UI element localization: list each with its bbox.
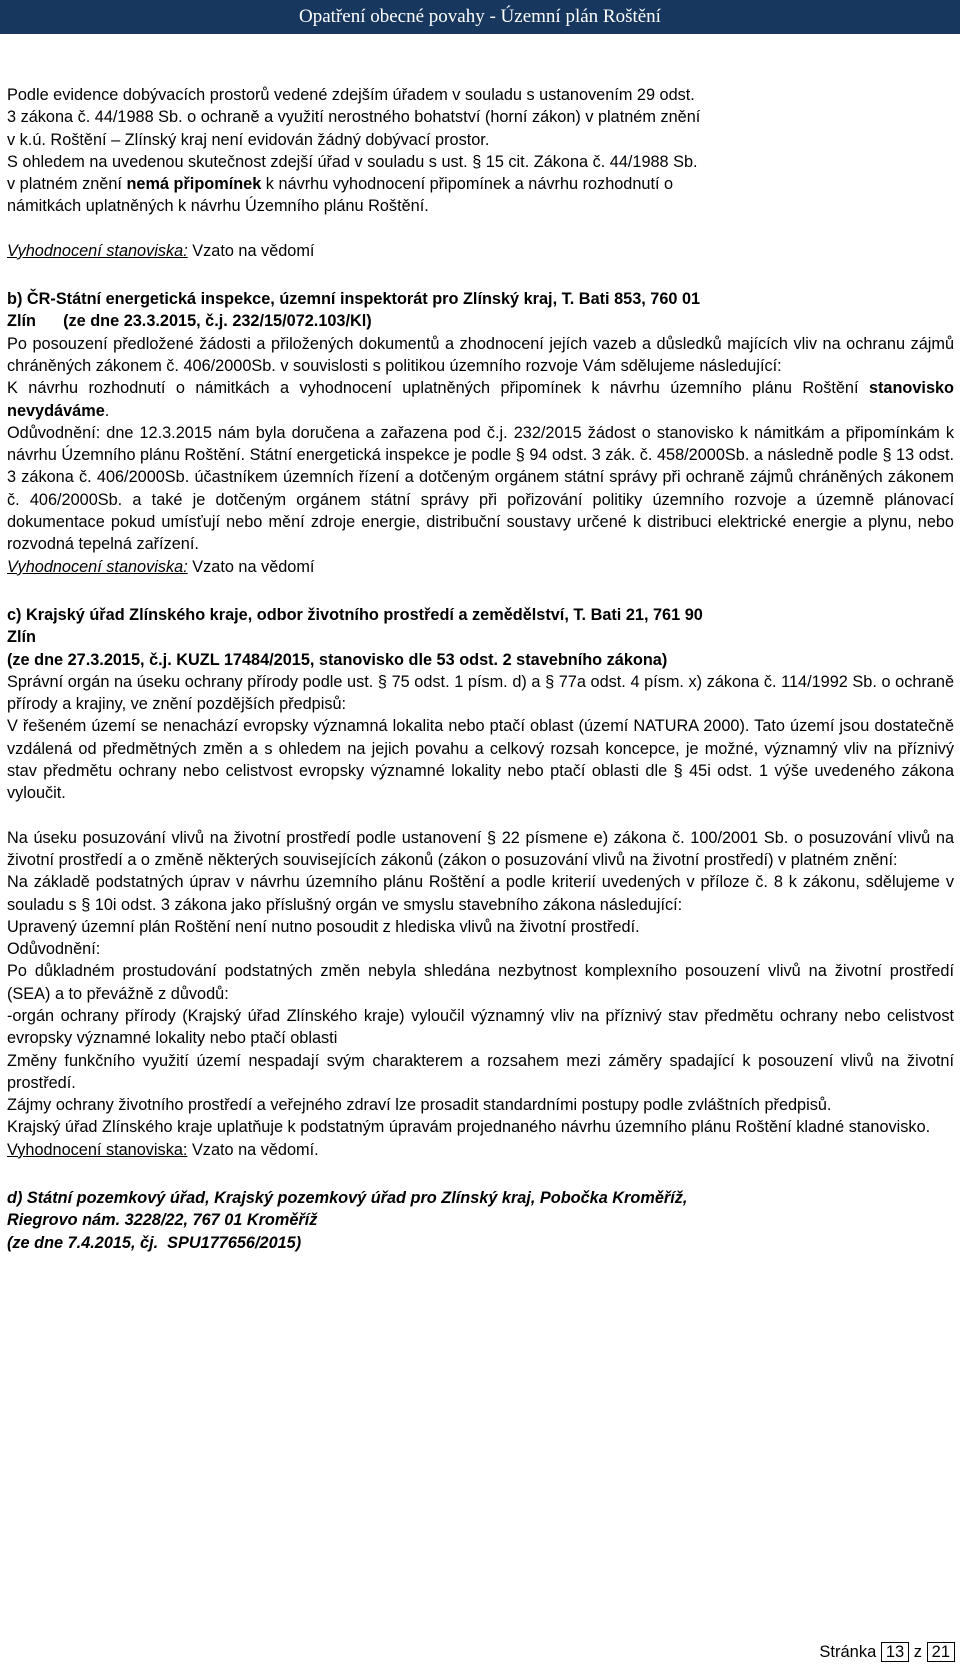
section-c-heading-1: c) Krajský úřad Zlínského kraje, odbor životního prostředí a zemědělství, T. Bati 21, 761 90 xyxy=(7,605,703,624)
section-b-paragraph-1: Po posouzení předložené žádosti a přiložených dokumentů a zhodnocení jejích vazeb a důsledků majících vliv na ochranu zájmů chráněných zákonem č. 406/2000Sb. v souvislosti s politikou územního rozvoje Vám sdělujeme následující: xyxy=(7,334,954,375)
page-total: 21 xyxy=(927,1642,955,1662)
evaluation-label: Vyhodnocení stanoviska: xyxy=(7,241,188,260)
section-b-heading-2: Zlín (ze dne 23.3.2015, č.j. 232/15/072.103/Kl) xyxy=(7,312,372,331)
evaluation-label: Vyhodnocení stanoviska: xyxy=(7,557,188,576)
section-d-heading-1: d) Státní pozemkový úřad, Krajský pozemkový úřad pro Zlínský kraj, Pobočka Kroměříž, xyxy=(7,1189,688,1208)
intro-line-3: v k.ú. Roštění – Zlínský kraj není evidován žádný dobývací prostor. xyxy=(7,130,490,149)
section-b-evaluation xyxy=(7,556,954,578)
section-c-paragraph-3: Na úseku posuzování vlivů na životní prostředí podle ustanovení § 22 písmene e) zákona č. 100/2001 Sb. o posuzování vlivů na životní prostředí a o změně některých souvisejících zákonů (zákon o posuzování vlivů na životní prostředí) v platném znění: xyxy=(7,828,954,869)
footer-label: Stránka xyxy=(819,1643,881,1661)
section-c-heading-2: Zlín xyxy=(7,628,36,647)
intro-line-5-a: v platném znění xyxy=(7,175,127,194)
section-b-paragraph-3: Odůvodnění: dne 12.3.2015 nám byla doručena a zařazena pod č.j. 232/2015 žádost o stanovisko k námitkám a připomínkám k návrhu Územního plánu Roštění. Státní energetická inspekce je podle § 94 odst. 3 zák. č. 458/2000Sb. a následně podle § 13 odst. 3 zákona č. 406/2000Sb. účastníkem územních řízení a dotčeným orgánem státní správy při ochraně zájmů chráněných zákonem č. 406/2000Sb. a také je dotčeným orgánem státní správy při pořizování politiky územního rozvoje a územně plánovací dokumentace pokud umísťují nebo mění zdroje energie, distribuční soustavy určené k distribuci elektrické energie a plynu, nebo rozvodná tepelná zařízení. xyxy=(7,423,954,554)
header-title: Opatření obecné povahy - Územní plán Roštění xyxy=(299,6,661,27)
intro-evaluation xyxy=(7,240,954,262)
intro-line-6: námitkách uplatněných k návrhu Územního plánu Roštění. xyxy=(7,197,429,216)
intro-line-5-c: k návrhu vyhodnocení připomínek a návrhu rozhodnutí o xyxy=(261,175,674,194)
page-number: 13 xyxy=(881,1642,909,1662)
section-c-heading-3: (ze dne 27.3.2015, č.j. KUZL 17484/2015, stanovisko dle 53 odst. 2 stavebního zákona) xyxy=(7,650,668,669)
section-c-paragraph-11: Krajský úřad Zlínského kraje uplatňuje k podstatným úpravám projednaného návrhu územního plánu Roštění kladné stanovisko. xyxy=(7,1118,931,1137)
intro-line-5 xyxy=(7,173,954,195)
section-c-paragraph-6: Odůvodnění: xyxy=(7,940,101,959)
intro-emphasis: nemá připomínek xyxy=(126,175,262,194)
section-b-emphasis: stanovisko nevydáváme xyxy=(7,379,954,420)
section-c-paragraph-9: Změny funkčního využití území nespadají svým charakterem a rozsahem mezi záměry spadající k posouzení vlivů na životní prostředí. xyxy=(7,1051,954,1092)
evaluation-value: Vzato na vědomí xyxy=(187,241,315,260)
section-c-paragraph-2: V řešeném území se nenachází evropsky významná lokalita nebo ptačí oblast (území NATURA 2000). Tato území jsou dostatečně vzdálená od předmětných změn a s ohledem na jejich povahu a celkový rozsah koncepce, je možné, významný vliv na příznivý stav předmětu ochrany nebo celistvost evropsky významné lokality nebo ptačí oblasti dle § 45i odst. 1 výše uvedeného zákona vyloučit. xyxy=(7,717,954,803)
footer-separator: z xyxy=(909,1643,927,1661)
intro-line-4: S ohledem na uvedenou skutečnost zdejší úřad v souladu s ust. § 15 cit. Zákona č. 44/1988 Sb. xyxy=(7,152,698,171)
section-d-heading-2: Riegrovo nám. 3228/22, 767 01 Kroměříž xyxy=(7,1211,318,1230)
section-c-paragraph-4: Na základě podstatných úprav v návrhu územního plánu Roštění a podle kriterií uvedených v příloze č. 8 k zákonu, sdělujeme v souladu s § 10i odst. 3 zákona jako příslušný orgán ve smyslu stavebního zákona následující: xyxy=(7,873,954,914)
section-d xyxy=(7,1187,954,1254)
section-c-paragraph-5: Upravený územní plán Roštění není nutno posoudit z hlediska vlivů na životní prostředí. xyxy=(7,917,640,936)
section-b xyxy=(7,288,954,578)
intro-line-1: Podle evidence dobývacích prostorů vedené zdejším úřadem v souladu s ustanovením 29 odst. xyxy=(7,86,695,104)
intro-line-2: 3 zákona č. 44/1988 Sb. o ochraně a využití nerostného bohatství (horní zákon) v platném znění xyxy=(7,108,701,127)
section-c-paragraph-10: Zájmy ochrany životního prostředí a veřejného zdraví lze prosadit standardními postupy podle zvláštních předpisů. xyxy=(7,1096,832,1115)
intro-block xyxy=(7,84,954,262)
section-c-paragraph-8: -orgán ochrany přírody (Krajský úřad Zlínského kraje) vyloučil významný vliv na příznivý stav předmětu ochrany nebo celistvost evropsky významné lokality nebo ptačí oblasti xyxy=(7,1006,954,1048)
page-footer xyxy=(819,1641,955,1663)
section-b-paragraph-2-a: K návrhu rozhodnutí o námitkách a vyhodnocení uplatněných připomínek k návrhu územního plánu Roštění xyxy=(7,379,869,398)
evaluation-label: Vyhodnocení stanoviska: xyxy=(7,1140,188,1159)
page-content xyxy=(7,84,954,1254)
evaluation-value: Vzato na vědomí xyxy=(187,557,315,576)
section-b-paragraph-2-c: . xyxy=(104,401,110,420)
section-b-paragraph-2 xyxy=(7,377,954,422)
section-b-heading-1: b) ČR-Státní energetická inspekce, územní inspektorát pro Zlínský kraj, T. Bati 853, 760 01 xyxy=(7,290,701,309)
section-c-evaluation xyxy=(7,1139,954,1161)
document-header xyxy=(0,0,960,34)
section-d-heading-3: (ze dne 7.4.2015, čj. SPU177656/2015) xyxy=(7,1233,302,1252)
section-c-paragraph-1: Správní orgán na úseku ochrany přírody podle ust. § 75 odst. 1 písm. d) a § 77a odst. 4 písm. x) zákona č. 114/1992 Sb. o ochraně přírody a krajiny, ve znění pozdějších předpisů: xyxy=(7,672,954,714)
evaluation-value: Vzato na vědomí. xyxy=(187,1140,319,1159)
section-c xyxy=(7,604,954,1161)
section-c-paragraph-7: Po důkladném prostudování podstatných změn nebyla shledána nezbytnost komplexního posouzení vlivů na životní prostředí (SEA) a to převážně z důvodů: xyxy=(7,962,954,1003)
